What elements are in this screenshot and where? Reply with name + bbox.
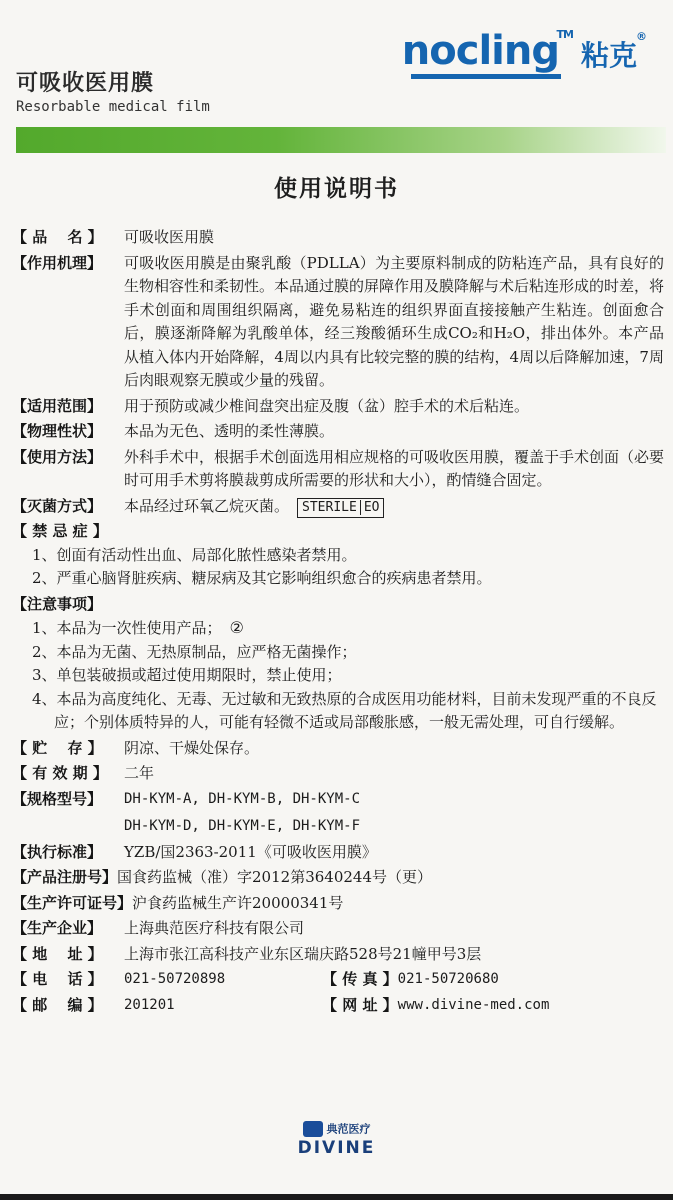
brand-cn-text: 粘克	[580, 39, 637, 72]
field-value: 用于预防或减少椎间盘突出症及腹（盆）腔手术的术后粘连。	[124, 396, 530, 415]
reg-mark: ®	[636, 30, 647, 43]
field-label: 【 邮 编 】	[12, 995, 103, 1014]
list-item: 3、单包装破损或超过使用期限时，禁止使用；	[32, 666, 342, 684]
field-precautions	[12, 593, 664, 617]
divine-cn: 典范医疗	[326, 1122, 371, 1136]
field-value: 可吸收医用膜	[124, 228, 215, 246]
sterile-text: STERILE	[302, 499, 357, 515]
list-item: 2、严重心脑肾脏疾病、糖尿病及其它影响组织愈合的疾病患者禁用。	[32, 569, 492, 587]
website-group	[322, 994, 549, 1018]
field-label: 【使用方法】	[12, 447, 103, 466]
field-value: www.divine-med.com	[397, 996, 550, 1013]
postcode-group	[12, 994, 322, 1018]
brand-cn-name	[580, 30, 647, 74]
field-label: 【物理性状】	[12, 422, 103, 440]
list-item: 2、本品为无菌、无热原制品，应严格无菌操作；	[32, 642, 357, 661]
field-value	[124, 788, 664, 839]
field-label: 【 电 话 】	[12, 970, 103, 988]
field-label: 【产品注册号】	[12, 868, 118, 886]
list-item: 1、本品为一次性使用产品； ②	[32, 618, 244, 637]
field-label: 【规格型号】	[12, 789, 103, 808]
product-name-cn: 可吸收医用膜	[16, 71, 155, 96]
field-value: 阴凉、干燥处保存。	[124, 738, 260, 757]
field-usage	[12, 446, 664, 493]
field-value: 上海典范医疗科技有限公司	[124, 919, 305, 937]
field-label: 【适用范围】	[12, 396, 103, 415]
field-value: 可吸收医用膜是由聚乳酸（PDLLA）为主要原料制成的防粘连产品，具有良好的生物相容性和柔韧性。本品通过膜的屏障作用及膜降解与术后粘连形成的时差，将手术创面和周围组织隔离，避免易粘连的组织界面直接接触产生粘连。创面愈合后，膜逐渐降解为乳酸单体，经三羧酸循环生成CO₂和H₂O，排出体外。本产品从植入体内开始降解，4周以内具有比较完整的膜的结构，4周以后降解加速，7周后肉眼观察无膜或少量的残留。	[124, 253, 665, 389]
field-value: 021-50720680	[397, 971, 499, 987]
sterile-eo-symbol	[297, 498, 384, 518]
tm-mark: TM	[556, 28, 573, 41]
field-license	[12, 892, 664, 916]
field-value: 021-50720898	[124, 971, 226, 987]
field-label: 【 传 真 】	[322, 970, 398, 988]
field-name	[12, 226, 664, 250]
field-label: 【 网 址 】	[322, 995, 398, 1014]
brand-area	[345, 22, 645, 78]
fax-group	[322, 968, 499, 992]
field-label: 【生产许可证号】	[12, 893, 133, 912]
field-address	[12, 943, 664, 967]
eo-text: EO	[360, 500, 380, 515]
field-value: 国食药监械（准）字2012第3640244号（更）	[117, 868, 432, 886]
field-label: 【灭菌方式】	[12, 496, 103, 515]
field-value: 沪食药监械生产许20000341号	[132, 893, 344, 912]
field-properties	[12, 420, 664, 444]
field-label: 【执行标准】	[12, 842, 103, 861]
field-label: 【 贮 存 】	[12, 738, 103, 757]
divine-en: DIVINE	[297, 1138, 376, 1158]
document-title: 使用说明书	[274, 176, 399, 202]
field-label: 【 禁 忌 症 】	[12, 522, 108, 540]
green-banner	[16, 127, 666, 153]
field-value: 二年	[124, 764, 155, 782]
divine-logo	[0, 1118, 673, 1158]
bottom-edge	[0, 1194, 673, 1200]
field-value: 201201	[124, 996, 175, 1013]
field-sterilization	[12, 495, 664, 519]
field-value: YZB/国2363-2011《可吸收医用膜》	[124, 842, 377, 861]
field-label: 【 地 址 】	[12, 944, 103, 963]
logo-text: nocling	[401, 28, 559, 74]
field-label: 【作用机理】	[12, 253, 103, 272]
sterilization-text: 本品经过环氧乙烷灭菌。	[124, 496, 290, 515]
field-label: 【 有 效 期 】	[12, 764, 108, 782]
field-label: 【 品 名 】	[12, 228, 103, 246]
field-scope	[12, 395, 664, 419]
nocling-logo	[401, 28, 573, 74]
field-standard	[12, 841, 664, 865]
field-mechanism	[12, 252, 664, 393]
logo-underline	[411, 74, 561, 79]
product-name-en: Resorbable medical film	[16, 99, 210, 115]
field-label: 【生产企业】	[12, 919, 103, 937]
field-phone-fax	[12, 968, 664, 992]
models-line-1: DH-KYM-A, DH-KYM-B, DH-KYM-C	[124, 790, 361, 807]
divine-icon	[303, 1121, 323, 1137]
field-postcode-website	[12, 994, 664, 1018]
field-contraindications	[12, 520, 664, 544]
field-storage	[12, 737, 664, 761]
field-manufacturer	[12, 917, 664, 941]
list-item: 4、本品为高度纯化、无毒、无过敏和无致热原的合成医用功能材料，目前未发现严重的不良反应；个别体质特异的人，可能有轻微不适或局部酸胀感，一般无需处理，可自行缓解。	[32, 689, 657, 731]
field-models	[12, 788, 664, 839]
field-value: 外科手术中，根据手术创面选用相应规格的可吸收医用膜，覆盖于手术创面（必要时可用手术剪将膜裁剪成所需要的形状和大小），酌情缝合固定。	[124, 447, 665, 489]
list-item: 1、创面有活动性出血、局部化脓性感染者禁用。	[32, 545, 357, 564]
field-label: 【注意事项】	[12, 594, 103, 613]
instructions-body	[12, 226, 664, 1017]
list-item-text: 1、本品为一次性使用产品；	[32, 619, 222, 637]
field-value: 本品为无色、透明的柔性薄膜。	[124, 422, 335, 440]
field-value	[124, 495, 664, 519]
field-validity	[12, 762, 664, 786]
field-value: 上海市张江高科技产业东区瑞庆路528号21幢甲号3层	[124, 944, 482, 963]
models-line-2: DH-KYM-D, DH-KYM-E, DH-KYM-F	[124, 818, 361, 834]
field-registration	[12, 866, 664, 890]
phone-group	[12, 968, 322, 992]
